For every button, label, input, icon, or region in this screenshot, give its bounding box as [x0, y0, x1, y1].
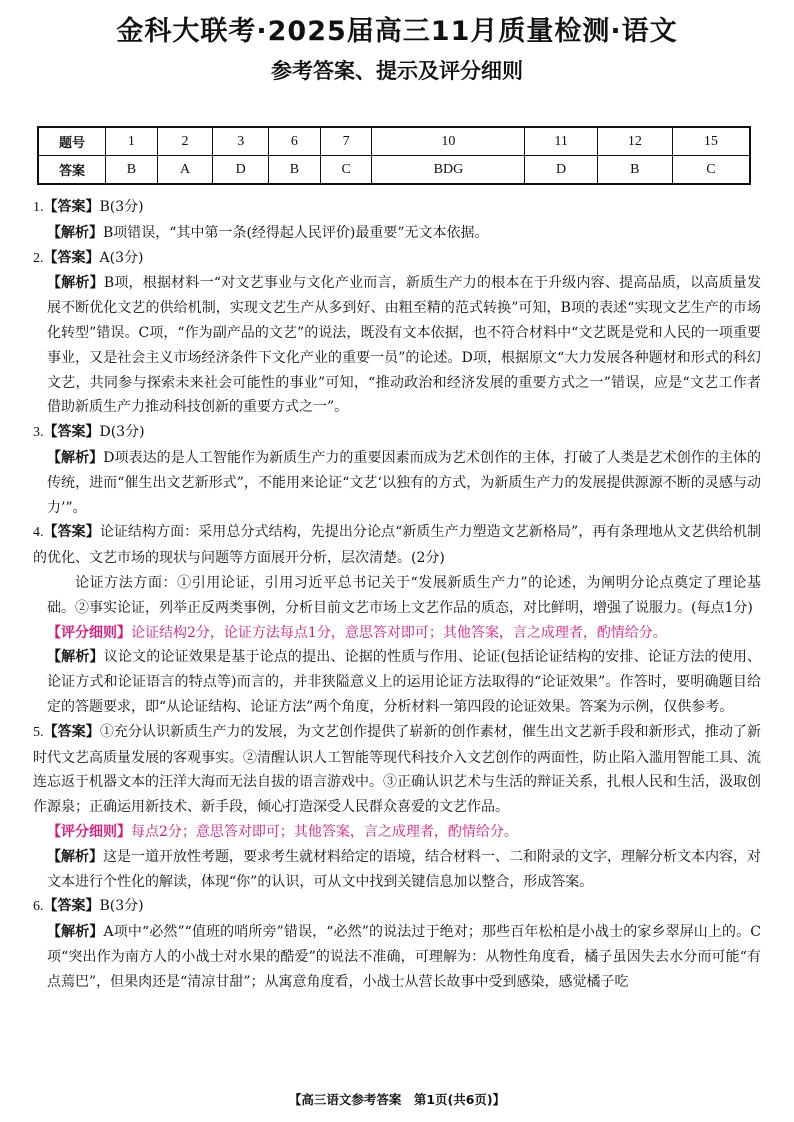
- answer-cell: A: [157, 156, 213, 185]
- explanation-text: B项错误，“其中第一条(经得起人民评价)最重要”无文本依据。: [103, 224, 489, 241]
- question-number: 6.: [33, 899, 44, 915]
- q5-answer: [33, 720, 761, 820]
- question-number-cell: 12: [597, 127, 672, 156]
- explanation-tag: 【解析】: [47, 649, 104, 666]
- answer-cell: C: [320, 156, 372, 185]
- answer-cell: B: [106, 156, 158, 185]
- q1-answer: [33, 195, 761, 221]
- explanation-tag: 【解析】: [47, 224, 103, 241]
- scoring-text: 每点2分；意思答对即可；其他答案，言之成理者，酌情给分。: [131, 823, 518, 840]
- explanation-text: 议论文的论证效果是基于论点的提出、论据的性质与作用、论证(包括论证结构的安排、论证方法的使用、论证方式和论证语言的特点等)而言的，并非狭隘意义上的运用论证方法取得的“论证效果”。作答时，要明确题目给定的答题要求，即“从论证结构、论证方法”两个角度，分析材料一第四段的论证效果。答案为示例，仅供参考。: [47, 649, 761, 715]
- q5-explanation: [33, 845, 761, 895]
- answer-tag: 【答案】: [43, 723, 100, 740]
- q6-explanation: [33, 920, 761, 994]
- answer-explanations: [33, 195, 761, 995]
- document-title: 金科大联考·2025届高三11月质量检测·语文: [116, 16, 678, 47]
- answer-cell: B: [597, 156, 672, 185]
- question-number-cell: 1: [106, 127, 158, 156]
- question-number-cell: 2: [157, 127, 213, 156]
- question-number: 3.: [33, 425, 44, 441]
- answer-cell: BDG: [372, 156, 525, 185]
- q4-explanation: [33, 645, 761, 719]
- explanation-tag: 【解析】: [47, 449, 104, 466]
- scoring-tag: 【评分细则】: [47, 624, 131, 641]
- page-footer: 【高三语文参考答案 第1页(共6页)】: [288, 1092, 506, 1107]
- answer-text: B(3分): [99, 898, 144, 915]
- answer-cell: B: [269, 156, 321, 185]
- answer-text: D(3分): [99, 424, 145, 441]
- q5-scoring: [33, 820, 761, 845]
- question-number-cell: 15: [672, 127, 750, 156]
- question-number-cell: 10: [372, 127, 525, 156]
- explanation-text: A项中“必然”“值班的哨所旁”错误，“必然”的说法过于绝对；那些百年松柏是小战士的家乡翠屏山上的。C项“突出作为南方人的小战士对水果的酷爱”的说法不准确，可理解为：从物性角度看，橘子虽因失去水分而可能“有点蔫巴”，但果肉还是“清凉甘甜”；从寓意角度看，小战士从营长故事中受到感染，感觉橘子吃: [47, 924, 762, 990]
- question-number: 1.: [33, 200, 44, 215]
- q2-answer: [33, 246, 761, 272]
- answer-cell: D: [213, 156, 269, 185]
- question-number-label: 题号: [38, 127, 106, 156]
- explanation-tag: 【解析】: [47, 848, 103, 865]
- q2-explanation: [33, 271, 761, 420]
- q4-scoring: [33, 621, 761, 646]
- answer-tag: 【答案】: [43, 199, 100, 215]
- scoring-text: 论证结构2分，论证方法每点1分，意思答对即可；其他答案，言之成理者，酌情给分。: [131, 624, 667, 641]
- question-number-cell: 3: [213, 127, 269, 156]
- q3-answer: [33, 420, 761, 446]
- explanation-tag: 【解析】: [47, 275, 104, 292]
- q1-explanation: [33, 221, 761, 246]
- q4-answer: [33, 520, 761, 571]
- question-number: 4.: [33, 525, 44, 541]
- question-number: 5.: [33, 724, 44, 740]
- q4-answer-part2: 论证方法方面：①引用论证，引用习近平总书记关于“发展新质生产力”的论述，为阐明分论点奠定了理论基础。②事实论证，列举正反两类事例，分析目前文艺市场上文艺作品的质态，对比鲜明，增强了说服力。(每点1分): [47, 574, 761, 616]
- answer-tag: 【答案】: [43, 524, 100, 541]
- explanation-tag: 【解析】: [47, 924, 104, 941]
- q3-explanation: [33, 446, 761, 520]
- scoring-tag: 【评分细则】: [47, 823, 131, 840]
- answer-tag: 【答案】: [43, 424, 100, 441]
- q6-answer: [33, 894, 761, 920]
- question-number-cell: 6: [269, 127, 321, 156]
- answer-cell: D: [525, 156, 597, 185]
- answer-tag: 【答案】: [43, 249, 100, 266]
- answer-tag: 【答案】: [43, 898, 100, 915]
- question-number-row: [38, 127, 750, 156]
- answer-text: 论证结构方面：采用总分式结构，先提出分论点“新质生产力塑造文艺新格局”，再有条理地从文艺供给机制的优化、文艺市场的现状与问题等方面展开分析，层次清楚。(2分): [33, 524, 762, 567]
- answer-text: A(3分): [99, 249, 144, 266]
- question-number-cell: 7: [320, 127, 372, 156]
- answer-cell: C: [672, 156, 750, 185]
- explanation-text: B项，根据材料一“对文艺事业与文化产业而言，新质生产力的根本在于升级内容、提高品质，以高质量发展不断优化文艺的供给机制，实现文艺生产从多到好、由粗至精的范式转换”可知，B项的表述“实现文艺生产的市场化转型”错误。C项，“作为副产品的文艺”的说法，既没有文本依据，也不符合材料中“文艺既是党和人民的一项重要事业，又是社会主义市场经济条件下文化产业的重要一员”的论述。D项，根据原文“大力发展各种题材和形式的科幻文艺，共同参与探索未来社会可能性的事业”可知，“推动政治和经济发展的重要方式之一”错误，应是“文艺工作者借助新质生产力推动科技创新的重要方式之一”。: [47, 275, 761, 416]
- answer-text: ①充分认识新质生产力的发展，为文艺创作提供了崭新的创作素材，催生出文艺新手段和新形式，推动了新时代文艺高质量发展的客观事实。②清醒认识人工智能等现代科技介入文艺创作的两面性，防止陷入滥用智能工具、流连忘返于机器文本的汪洋大海而无法自拔的语言游戏中。③正确认识艺术与生活的辩证关系，扎根人民和生活，汲取创作源泉；正确运用新技术、新手段，倾心打造深受人民群众喜爱的文艺作品。: [33, 723, 761, 816]
- answer-text: B(3分): [99, 199, 144, 215]
- explanation-text: D项表达的是人工智能作为新质生产力的重要因素而成为艺术创作的主体，打破了人类是艺术创作的主体的传统，进而“催生出文艺新形式”，不能用来论证“文艺‘以独有的方式，为新质生产力的发展提供源源不断的灵感与动力’”。: [47, 449, 762, 516]
- answer-row: [38, 156, 750, 185]
- document-subtitle: 参考答案、提示及评分细则: [271, 59, 523, 83]
- question-number-cell: 11: [525, 127, 597, 156]
- answer-table: [37, 126, 751, 185]
- answer-label: 答案: [38, 156, 106, 185]
- question-number: 2.: [33, 250, 44, 266]
- explanation-text: 这是一道开放性考题，要求考生就材料给定的语境，结合材料一、二和附录的文字，理解分析文本内容，对文本进行个性化的解读，体现“你”的认识，可从文中找到关键信息加以整合，形成答案。: [47, 848, 761, 890]
